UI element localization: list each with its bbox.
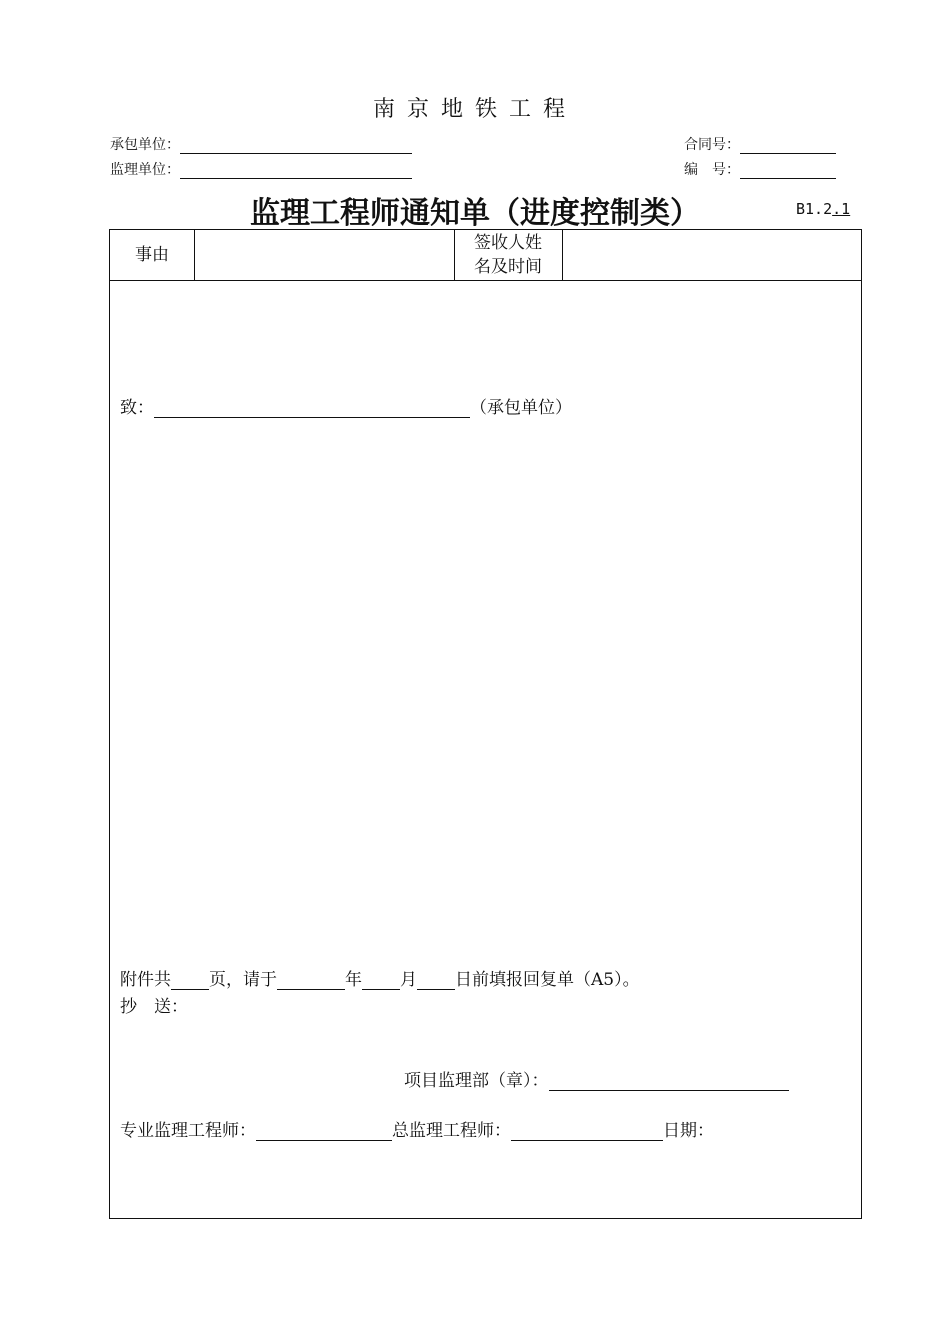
attach-text-4: 月 [400,970,417,990]
project-title: 南京地铁工程 [372,97,577,122]
signer-label-line2: 名及时间 [474,257,542,277]
dept-seal-field[interactable] [549,1072,789,1091]
date-label: 日期： [663,1121,714,1141]
form-title: 监理工程师通知单（进度控制类） [250,196,700,231]
cc-label: 抄 送： [120,997,188,1017]
subject-field[interactable] [195,231,453,279]
supervisor-label: 监理单位： [110,162,180,178]
form-table [109,229,862,1219]
serial-no-row [684,159,836,179]
form-code [796,200,850,218]
subject-label: 事由 [135,245,169,265]
signer-label-line1: 签收人姓 [474,233,542,253]
form-code-suffix: .1 [832,200,851,218]
form-code-prefix: B1.2 [796,200,833,218]
serial-no-field[interactable] [740,162,836,179]
serial-no-label: 编 号： [684,162,740,178]
supervisor-row [110,159,412,179]
chief-label: 总监理工程师： [392,1121,511,1141]
contractor-field[interactable] [180,137,412,154]
attach-text-1: 附件共 [120,970,171,990]
attach-text-3: 年 [345,970,362,990]
to-field[interactable] [154,399,470,418]
to-suffix: （承包单位） [470,398,572,418]
attachment-row [120,965,640,990]
dept-row [404,1066,789,1091]
to-label: 致： [120,398,154,418]
contractor-label: 承包单位： [110,137,180,153]
supervisor-field[interactable] [180,162,412,179]
pages-field[interactable] [171,971,209,990]
month-field[interactable] [362,971,400,990]
contract-no-label: 合同号： [684,137,740,153]
header-row-divider [110,280,861,281]
signer-label [454,231,562,279]
contract-no-row [684,134,836,154]
attach-text-5: 日前填报回复单（A5）。 [455,970,640,990]
signer-field[interactable] [563,231,860,279]
to-row [120,393,572,418]
chief-field[interactable] [511,1122,663,1141]
day-field[interactable] [417,971,455,990]
dept-label: 项目监理部（章）： [404,1071,549,1091]
engineer-label: 专业监理工程师： [120,1121,256,1141]
attach-text-2: 页，请于 [209,970,277,990]
signature-row [120,1116,714,1141]
contract-no-field[interactable] [740,137,836,154]
year-field[interactable] [277,971,345,990]
contractor-row [110,134,412,154]
engineer-field[interactable] [256,1122,392,1141]
